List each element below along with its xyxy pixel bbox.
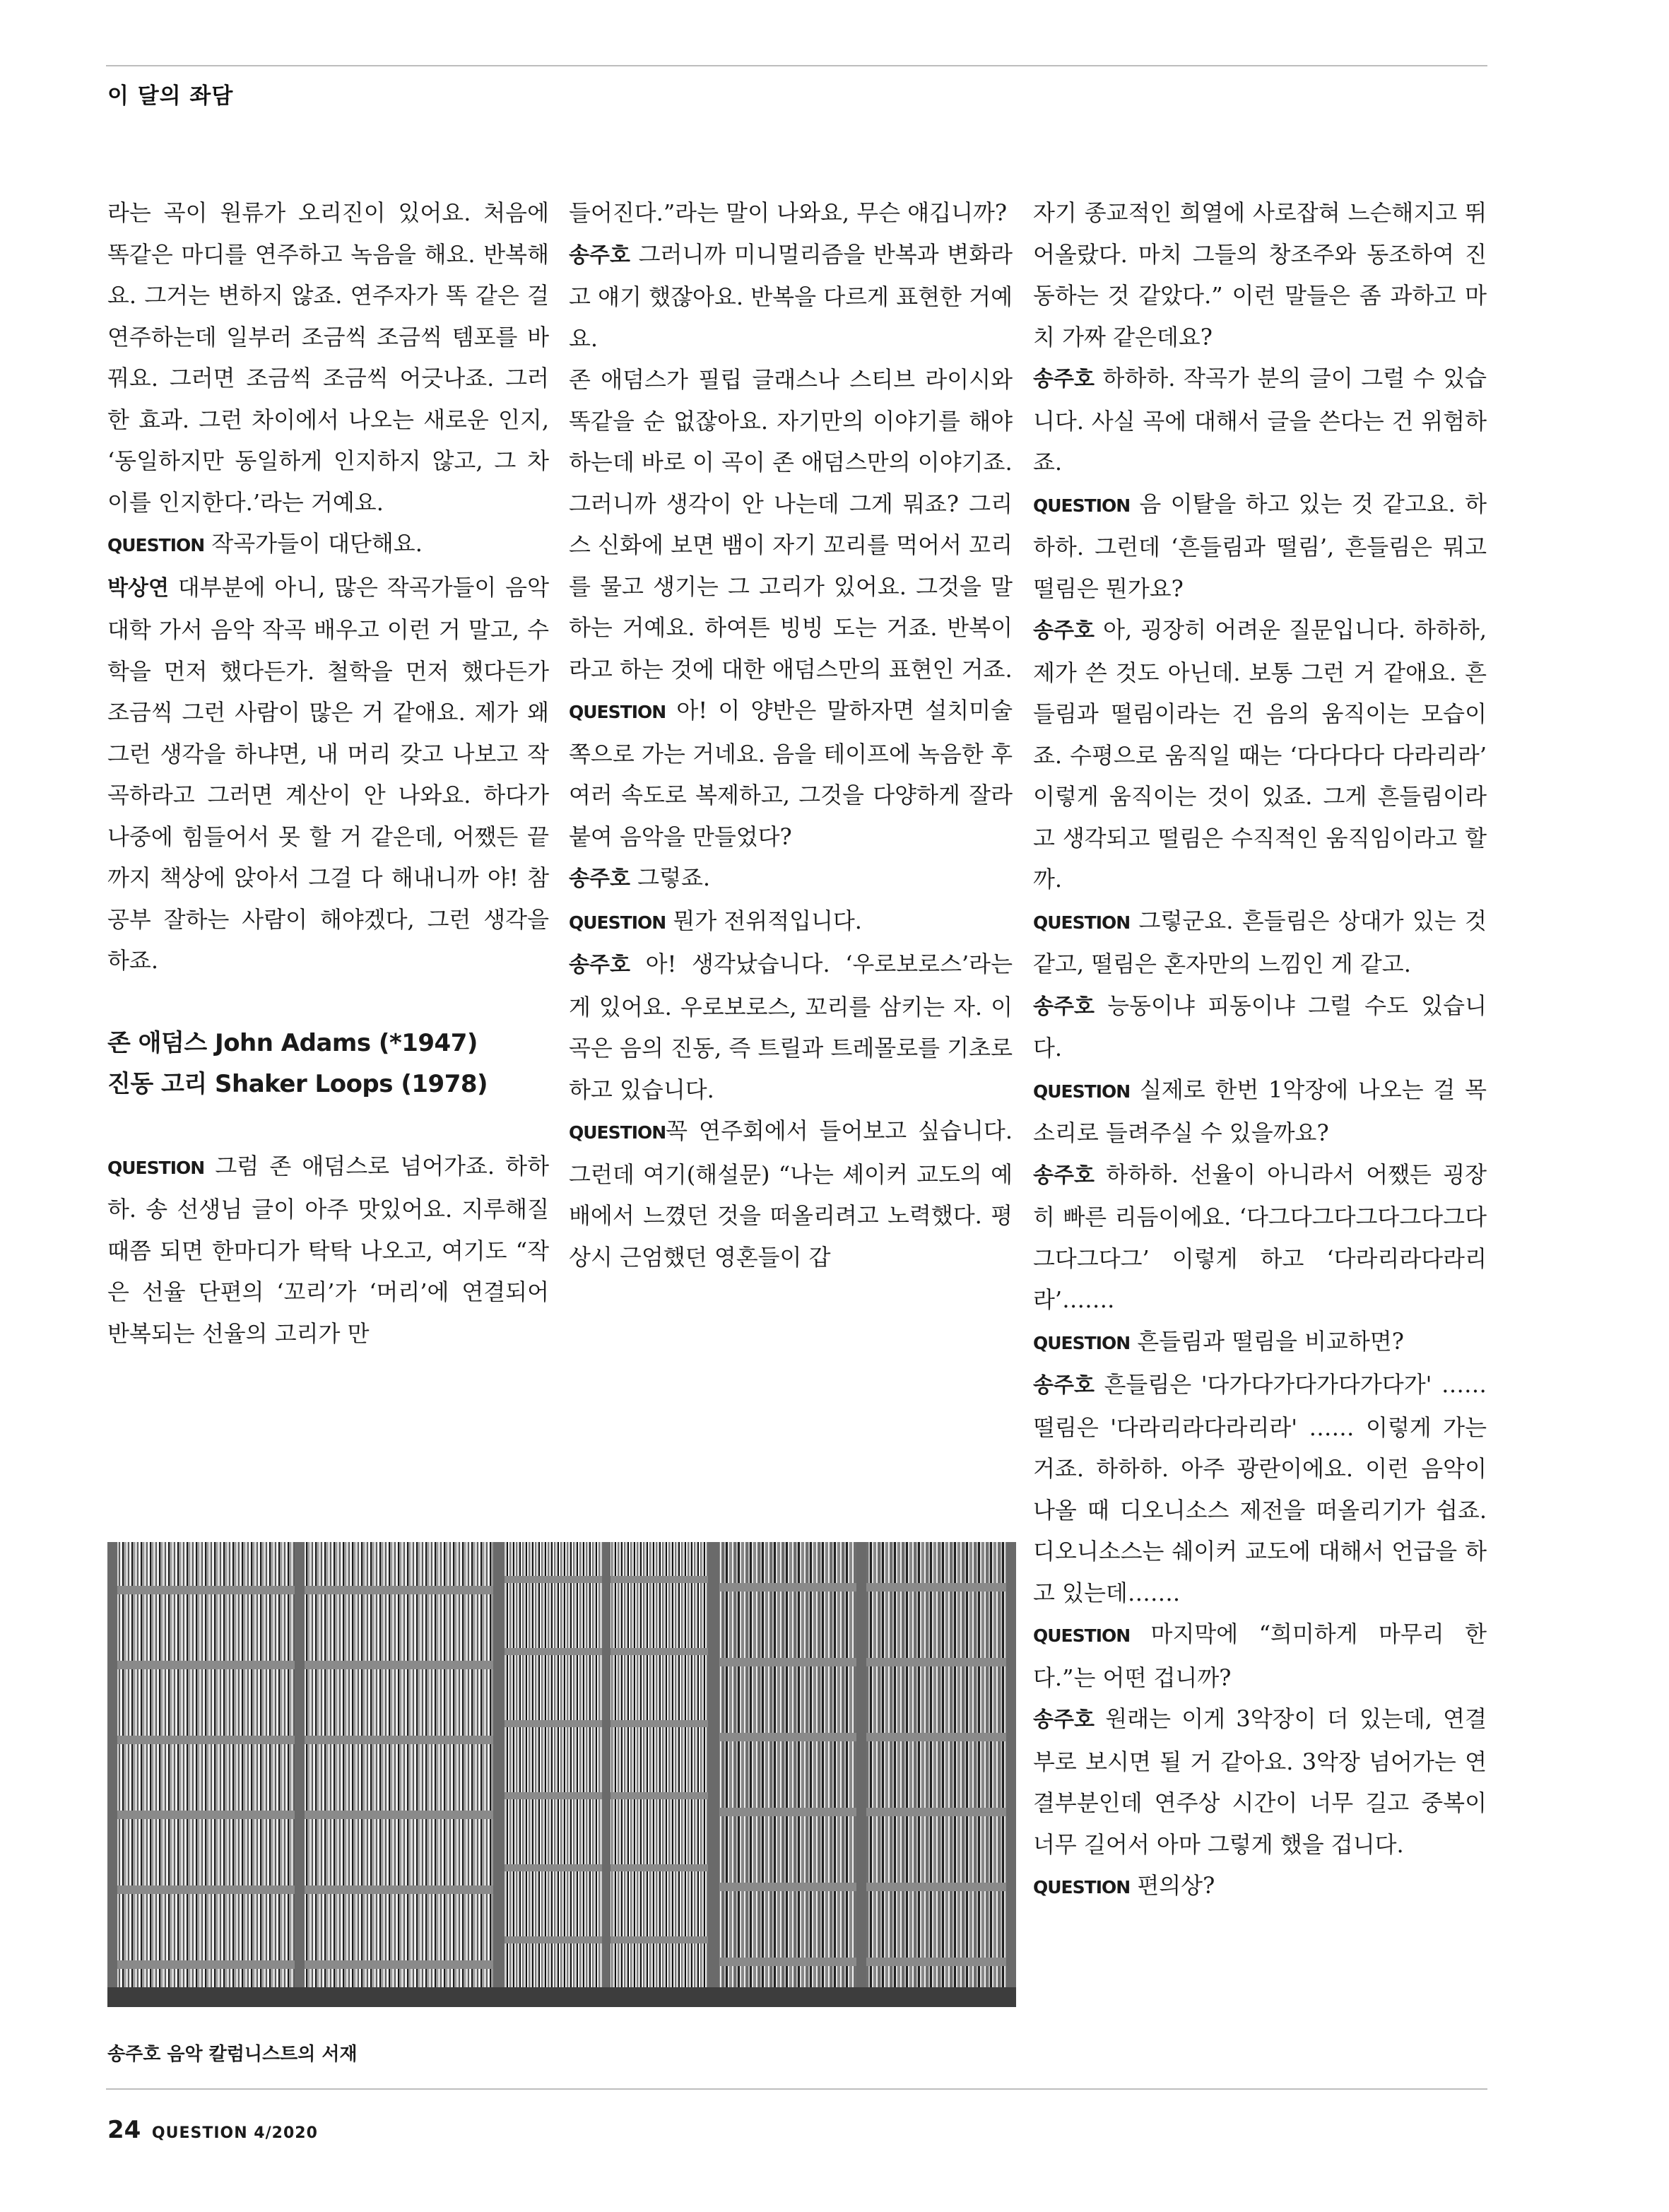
paragraph (1033, 1865, 1487, 1909)
paragraph (569, 690, 1013, 857)
paragraph: 존 애덤스가 필립 글래스나 스티브 라이시와 똑같을 순 없잖아요. 자기만의 이야기를 해야 하는데 바로 이 곡이 존 애덤스만의 이야기죠. (569, 366, 1013, 476)
speaker-label: QUESTION (107, 1157, 205, 1178)
paragraph-text: 작곡가들이 대단해요. (204, 530, 423, 557)
paragraph-text: 하하하. 선율이 아니라서 어쨌든 굉장히 빠른 리듬이에요. ‘다그다그다그다그다그다그다그다그’ 이렇게 하고 ‘다라리라다라리라’……. (1033, 1160, 1487, 1313)
speaker-label: QUESTION (1033, 1081, 1131, 1102)
paragraph (1033, 483, 1487, 610)
paragraph-text: 음 이탈을 하고 있는 것 같고요. 하하하. 그런데 ‘흔들림과 떨림’, 흔들림은 뭐고 떨림은 뭔가요? (1033, 490, 1487, 602)
paragraph (1033, 900, 1487, 985)
paragraph (569, 234, 1013, 360)
paragraph (569, 900, 1013, 944)
paragraph-text: 흔들림은 '다가다가다가다가다가' …… 떨림은 '다라리라다라리라' …… 이렇게 가는 거죠. 하하하. 아주 광란이에요. 이런 음악이 나올 때 디오니소스 제전을 떠올리기가 쉽죠. 디오니소스는 쉐이커 교도에 대해서 언급을 하고 있는데……. (1033, 1371, 1487, 1606)
column-3 (1033, 192, 1487, 1909)
footer (107, 2116, 318, 2144)
speaker-label: 송주호 (569, 242, 630, 268)
paragraph (1033, 1364, 1487, 1613)
paragraph (1033, 1321, 1487, 1365)
bookshelf-illustration (107, 1542, 1016, 2007)
paragraph (1033, 609, 1487, 900)
paragraph-text: 그럼 존 애덤스로 넘어가죠. 하하하. 송 선생님 글이 아주 맛있어요. 지루해질 때쯤 되면 한마디가 탁탁 나오고, 여기도 “작은 선율 단편의 ‘꼬리’가 ‘머리’에 연결되어 반복되는 선율의 고리가 만 (107, 1152, 549, 1347)
paragraph-text: 편의상? (1130, 1872, 1215, 1899)
paragraph: 자기 종교적인 희열에 사로잡혀 느슨해지고 뛰어올랐다. 마치 그들의 창조주와 동조하여 진동하는 것 같았다.” 이런 말들은 좀 과하고 마치 가짜 같은데요? (1033, 199, 1487, 351)
paragraph (1033, 358, 1487, 483)
speaker-label: 송주호 (1033, 618, 1095, 643)
paragraph (1033, 1069, 1487, 1154)
paragraph (1033, 1613, 1487, 1698)
speaker-label: QUESTION (1033, 912, 1131, 933)
speaker-label: 송주호 (569, 953, 630, 977)
speaker-label: QUESTION (1033, 495, 1131, 516)
paragraph (107, 567, 549, 982)
speaker-label: QUESTION (1033, 1332, 1131, 1353)
paragraph (107, 523, 549, 567)
top-rule (106, 65, 1487, 66)
paragraph-text: 대부분에 아니, 많은 작곡가들이 음악대학 가서 음악 작곡 배우고 이런 거 말고, 수학을 먼저 했다든가. 철학을 먼저 했다든가 조금씩 그런 사람이 많은 거 같애요. 제가 왜 그런 생각을 하냐면, 내 머리 갖고 나보고 작곡하라고 그러면 계산이 안 나와요. 하다가 나중에 힘들어서 못 할 거 같은데, 어쨌든 끝까지 책상에 앉아서 그걸 다 해내니까 야! 참 공부 잘하는 사람이 해야겠다, 그런 생각을 하죠. (107, 573, 549, 974)
paragraph-text: 마지막에 “희미하게 마무리 한다.”는 어떤 겁니까? (1033, 1620, 1487, 1691)
page-number: 24 (107, 2116, 141, 2144)
speaker-label: QUESTION (569, 1122, 666, 1143)
paragraph-text: 꼭 연주회에서 들어보고 싶습니다. 그런데 여기(해설문) “나는 셰이커 교도의 예배에서 느꼈던 것을 떠올리려고 노력했다. 평상시 근엄했던 영혼들이 갑 (569, 1117, 1013, 1271)
paragraph (107, 1146, 549, 1355)
speaker-label: QUESTION (1033, 1877, 1131, 1898)
paragraph (569, 1110, 1013, 1278)
paragraph (1033, 1154, 1487, 1321)
paragraph (1033, 985, 1487, 1069)
speaker-label: 박상연 (107, 575, 169, 601)
paragraph-text: 아! 이 양반은 말하자면 설치미술 쪽으로 가는 거네요. 음을 테이프에 녹음한 후 여러 속도로 복제하고, 그것을 다양하게 잘라 붙여 음악을 만들었다? (569, 697, 1013, 850)
spacer (107, 1105, 549, 1146)
photo-caption: 송주호 음악 칼럼니스트의 서재 (107, 2044, 358, 2065)
bottom-rule (106, 2088, 1487, 2090)
paragraph-text: 그렇군요. 흔들림은 상대가 있는 것 같고, 떨림은 혼자만의 느낌인 게 같고. (1033, 907, 1487, 977)
column-1 (107, 192, 549, 1354)
speaker-label: 송주호 (1033, 1707, 1095, 1732)
paragraph (1033, 1698, 1487, 1865)
paragraph: 라는 곡이 원류가 오리진이 있어요. 처음에 똑같은 마디를 연주하고 녹음을 해요. 반복해요. 그거는 변하지 않죠. 연주자가 똑 같은 걸 연주하는데 일부러 조금씩 조금씩 템포를 바꿔요. 그러면 조금씩 조금씩 어긋나죠. 그러한 효과. 그런 차이에서 나오는 새로운 인지, ‘동일하지만 동일하게 인지하지 않고, 그 차이를 인지한다.’라는 거예요. (107, 199, 549, 516)
column-2 (569, 192, 1013, 1278)
spacer (107, 982, 549, 1023)
paragraph-text: 원래는 이게 3악장이 더 있는데, 연결부로 보시면 될 거 같아요. 3악장 넘어가는 연결부분인데 연주상 시간이 너무 길고 중복이 너무 길어서 아마 그렇게 했을 겁니다. (1033, 1705, 1487, 1858)
paragraph: 그러니까 생각이 안 나는데 그게 뭐죠? 그리스 신화에 보면 뱀이 자기 꼬리를 먹어서 꼬리를 물고 생기는 그 고리가 있어요. 그것을 말하는 거예요. 하여튼 빙빙 도는 거죠. 반복이라고 하는 것에 대한 애덤스만의 표현인 거죠. (569, 490, 1013, 683)
paragraph-text: 아, 굉장히 어려운 질문입니다. 하하하, 제가 쓴 것도 아닌데. 보통 그런 거 같애요. 흔들림과 떨림이라는 건 음의 움직이는 모습이죠. 수평으로 움직일 때는 ‘다다다다 다라리라’ 이렇게 움직이는 것이 있죠. 그게 흔들림이라고 생각되고 떨림은 수직적인 움직임이라고 할까. (1033, 616, 1487, 893)
paragraph-text: 아! 생각났습니다. ‘우로보로스’라는 게 있어요. 우로보로스, 꼬리를 삼키는 자. 이 곡은 음의 진동, 즉 트릴과 트레몰로를 기초로 하고 있습니다. (569, 951, 1013, 1103)
speaker-label: 송주호 (1033, 994, 1095, 1019)
piece-heading-line: 진동 고리 Shaker Loops (1978) (107, 1069, 488, 1098)
paragraph-text: 흔들림과 떨림을 비교하면? (1130, 1327, 1404, 1355)
paragraph-text: 실제로 한번 1악장에 나오는 걸 목소리로 들려주실 수 있을까요? (1033, 1076, 1487, 1146)
paragraph-text: 그러니까 미니멀리즘을 반복과 변화라고 얘기 했잖아요. 반복을 다르게 표현한 거예요. (569, 240, 1013, 352)
paragraph (569, 857, 1013, 900)
paragraph-text: 하하하. 작곡가 분의 글이 그럴 수 있습니다. 사실 곡에 대해서 글을 쓴다는 건 위험하죠. (1033, 365, 1487, 476)
speaker-label: 송주호 (1033, 367, 1095, 392)
paragraph-text: 그렇죠. (630, 864, 711, 891)
section-title: 이 달의 좌담 (107, 83, 234, 109)
paragraph (569, 943, 1013, 1110)
speaker-label: QUESTION (107, 535, 205, 555)
magazine-issue: QUESTION 4/2020 (151, 2124, 318, 2142)
paragraph-text: 능동이냐 피동이냐 그럴 수도 있습니다. (1033, 992, 1487, 1061)
paragraph: 들어진다.”라는 말이 나와요, 무슨 얘깁니까? (569, 199, 1008, 226)
speaker-label: QUESTION (569, 912, 666, 933)
speaker-label: 송주호 (1033, 1163, 1095, 1188)
speaker-label: 송주호 (569, 866, 630, 891)
speaker-label: QUESTION (1033, 1625, 1131, 1646)
paragraph-text: 뭔가 전위적입니다. (666, 907, 862, 934)
piece-heading-line: 존 애덤스 John Adams (*1947) (107, 1028, 478, 1057)
speaker-label: 송주호 (1033, 1373, 1095, 1398)
bookshelf-photo (107, 1542, 1016, 2007)
speaker-label: QUESTION (569, 702, 666, 722)
